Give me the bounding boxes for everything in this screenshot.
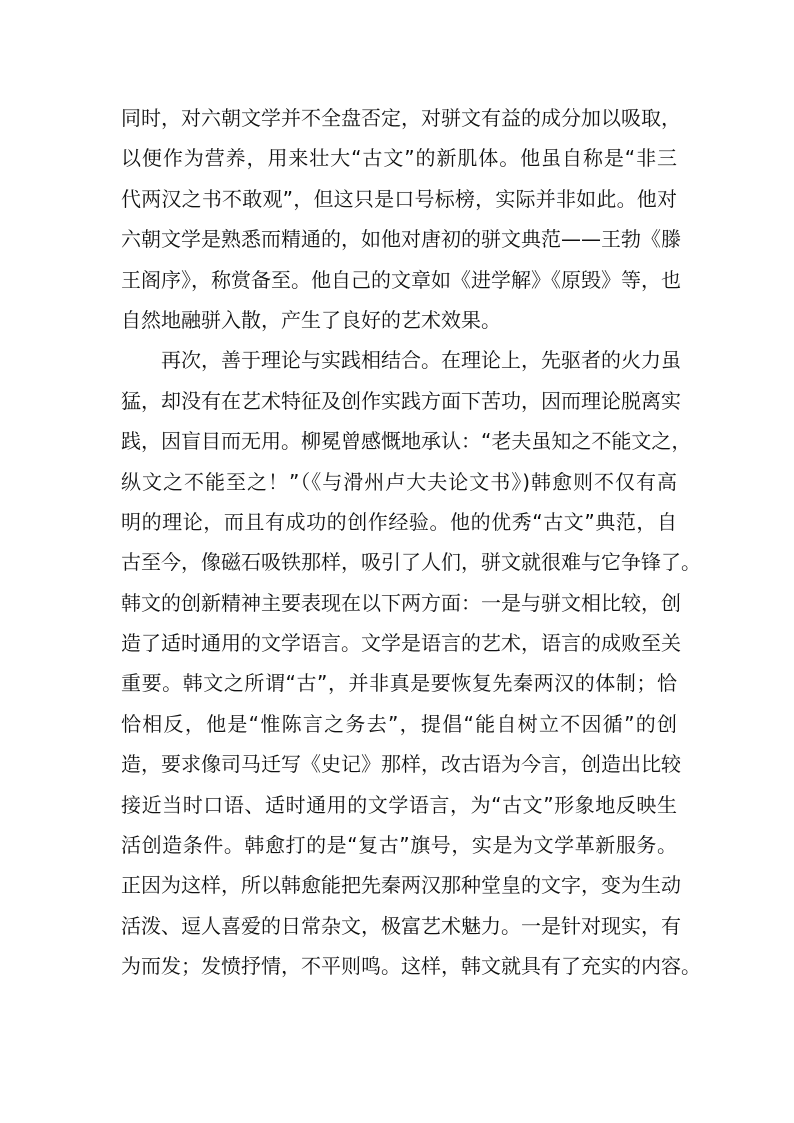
text-line: 韩文的创新精神主要表现在以下两方面：一是与骈文相比较，创 xyxy=(121,590,681,615)
text-line: 代两汉之书不敢观”，但这只是口号标榜，实际并非如此。他对 xyxy=(121,186,677,211)
text-line: 活创造条件。韩愈打的是“复古”旗号，实是为文学革新服务。 xyxy=(121,833,677,858)
text-line: 造了适时通用的文学语言。文学是语言的艺术，语言的成败至关 xyxy=(121,631,681,656)
text-line: 活泼、逗人喜爱的日常杂文，极富艺术魅力。一是针对现实，有 xyxy=(121,913,681,938)
text-line: 猛，却没有在艺术特征及创作实践方面下苦功，因而理论脱离实 xyxy=(121,388,681,413)
text-line: 同时，对六朝文学并不全盘否定，对骈文有益的成分加以吸取， xyxy=(121,106,681,130)
text-line: 接近当时口语、适时通用的文学语言，为“古文”形象地反映生 xyxy=(121,792,677,817)
text-line: 王阁序》，称赏备至。他自己的文章如《进学解》《原毁》等，也 xyxy=(121,267,681,292)
text-line: 明的理论，而且有成功的创作经验。他的优秀“古文”典范，自 xyxy=(121,509,677,534)
body-text xyxy=(121,98,701,987)
text-line: 践，因盲目而无用。柳冕曾感慨地承认：“老夫虽知之不能文之， xyxy=(121,429,692,454)
text-line: 自然地融骈入散，产生了良好的艺术效果。 xyxy=(121,307,501,332)
text-line: 为而发；发愤抒情，不平则鸣。这样，韩文就具有了充实的内容。 xyxy=(121,954,701,979)
text-line: 恰相反，他是“惟陈言之务去”，提倡“能自树立不因循”的创 xyxy=(121,711,677,736)
text-line: 造，要求像司马迁写《史记》那样，改古语为今言，创造出比较 xyxy=(121,752,681,777)
text-line: 古至今，像磁石吸铁那样，吸引了人们，骈文就很难与它争锋了。 xyxy=(121,550,701,575)
paragraph-start-line: 再次，善于理论与实践相结合。在理论上，先驱者的火力虽 xyxy=(161,348,681,373)
text-line: 以便作为营养，用来壮大“古文”的新肌体。他虽自称是“非三 xyxy=(121,146,677,171)
text-line: 正因为这样，所以韩愈能把先秦两汉那种堂皇的文字，变为生动 xyxy=(121,873,681,898)
text-line: 重要。韩文之所谓“古”，并非真是要恢复先秦两汉的体制；恰 xyxy=(121,671,677,696)
text-line: 纵文之不能至之！”（《与滑州卢大夫论文书》)韩愈则不仅有高 xyxy=(121,469,677,494)
text-line: 六朝文学是熟悉而精通的，如他对唐初的骈文典范——王勃《滕 xyxy=(121,227,681,252)
